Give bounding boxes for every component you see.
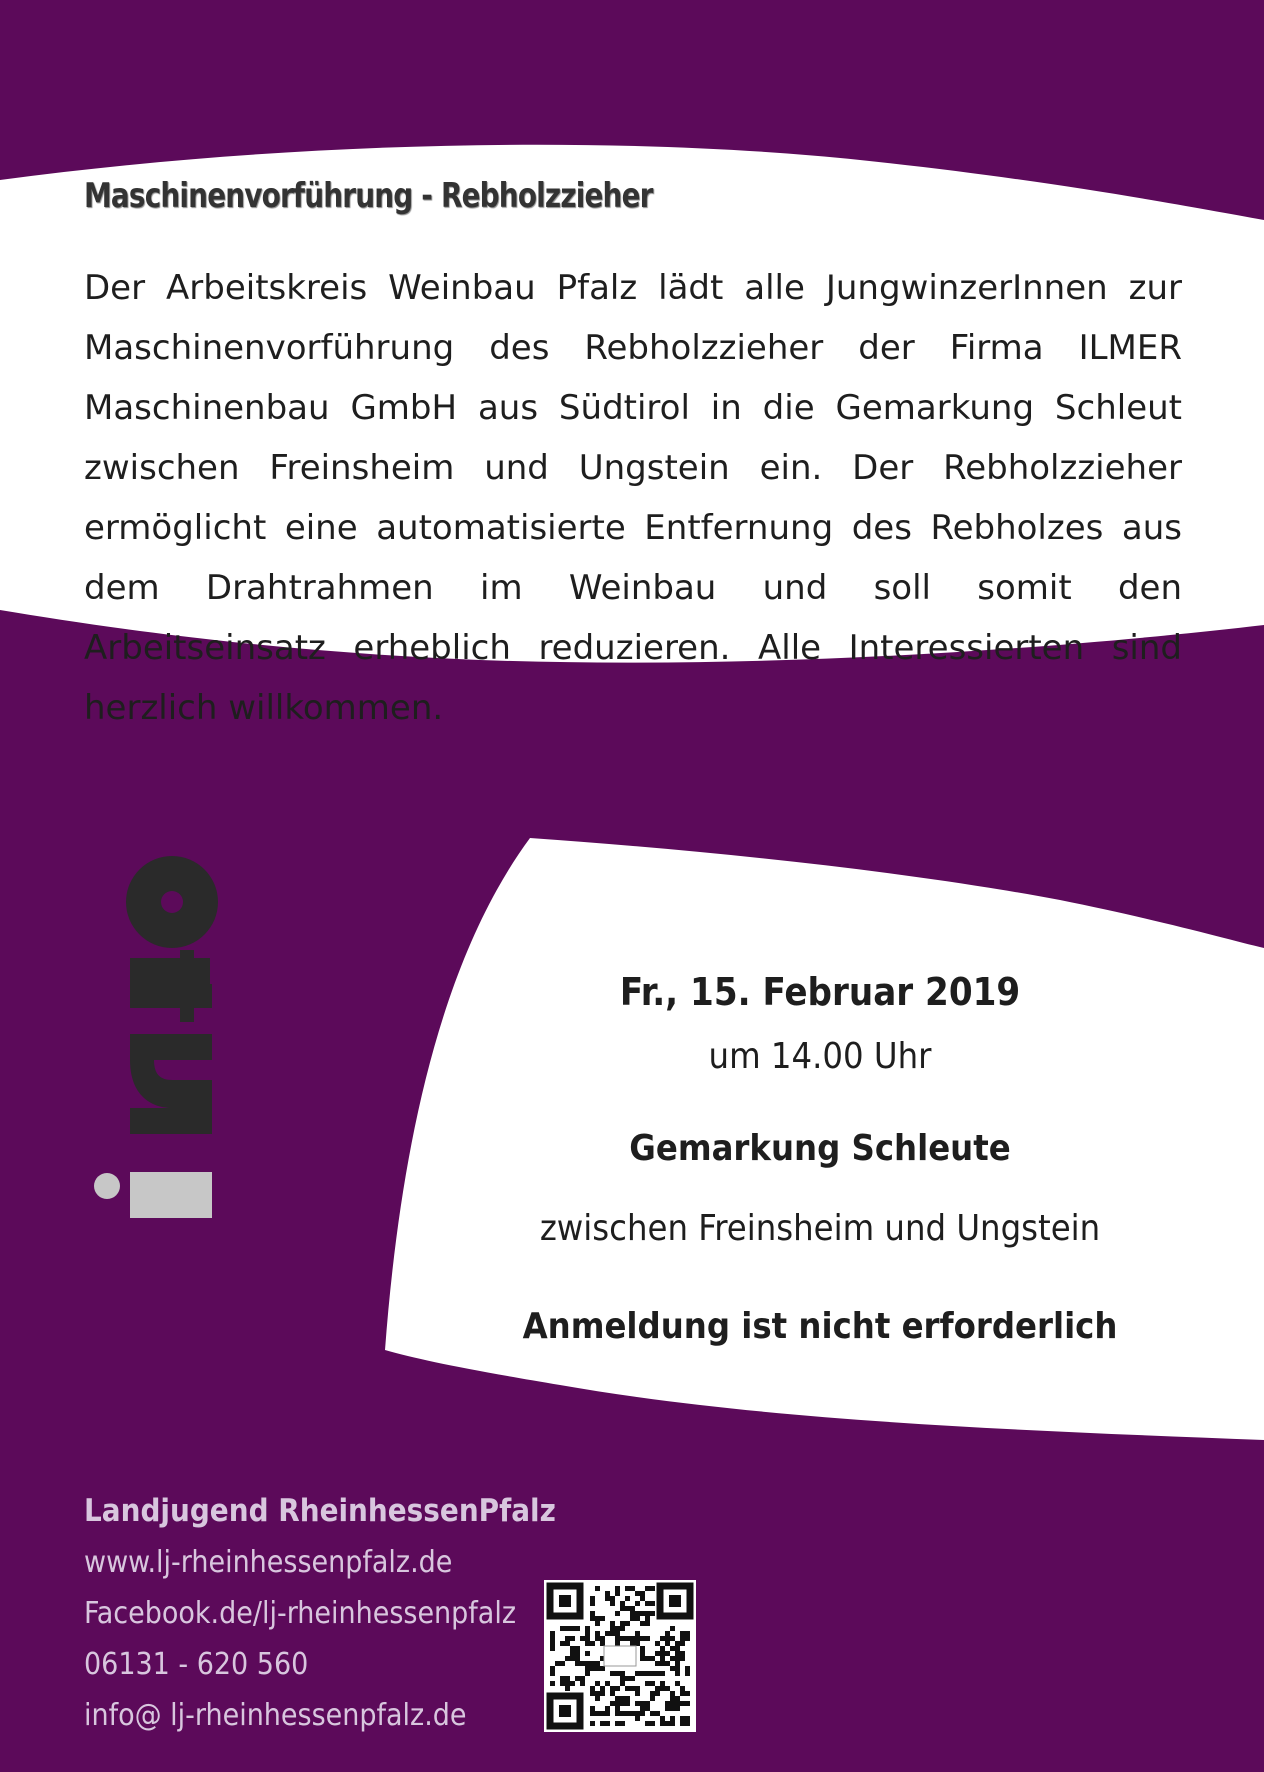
contact-email-link[interactable]: info@ lj-rheinhessenpfalz.de: [84, 1698, 467, 1733]
contact-phone: 06131 - 620 560: [84, 1647, 309, 1682]
contact-website-link[interactable]: www.lj-rheinhessenpfalz.de: [84, 1545, 453, 1580]
contact-facebook-link[interactable]: Facebook.de/lj-rheinhessenpfalz: [84, 1596, 516, 1631]
event-time: um 14.00 Uhr: [708, 1036, 932, 1077]
event-between: zwischen Freinsheim und Ungstein: [539, 1208, 1101, 1249]
contact-org: Landjugend RheinhessenPfalz: [84, 1493, 556, 1529]
flyer-body-text: Der Arbeitskreis Weinbau Pfalz lädt alle JungwinzerInnen zur Maschinenvorführung des Rebholzzieher der Firma ILMER Maschinenbau GmbH aus Südtirol in die Gemarkung Schleut zwischen Freinsheim und Ungstein ein. Der Rebholzzieher ermöglicht eine automatisierte Entfernung des Rebholzes aus dem Drahtrahmen im Weinbau und soll somit den Arbeitseinsatz erheblich reduzieren. Alle Interessierten sind herzlich willkommen.: [84, 268, 1182, 728]
flyer-title: Maschinenvorführung - Rebholzzieher: [84, 176, 653, 216]
info-logo: [90, 846, 230, 1246]
contact-block: [84, 1486, 556, 1741]
qr-code-icon[interactable]: [544, 1580, 696, 1732]
event-date: Fr., 15. Februar 2019: [619, 970, 1021, 1014]
registration-note: Anmeldung ist nicht erforderlich: [522, 1306, 1118, 1347]
event-place: Gemarkung Schleute: [629, 1128, 1011, 1169]
